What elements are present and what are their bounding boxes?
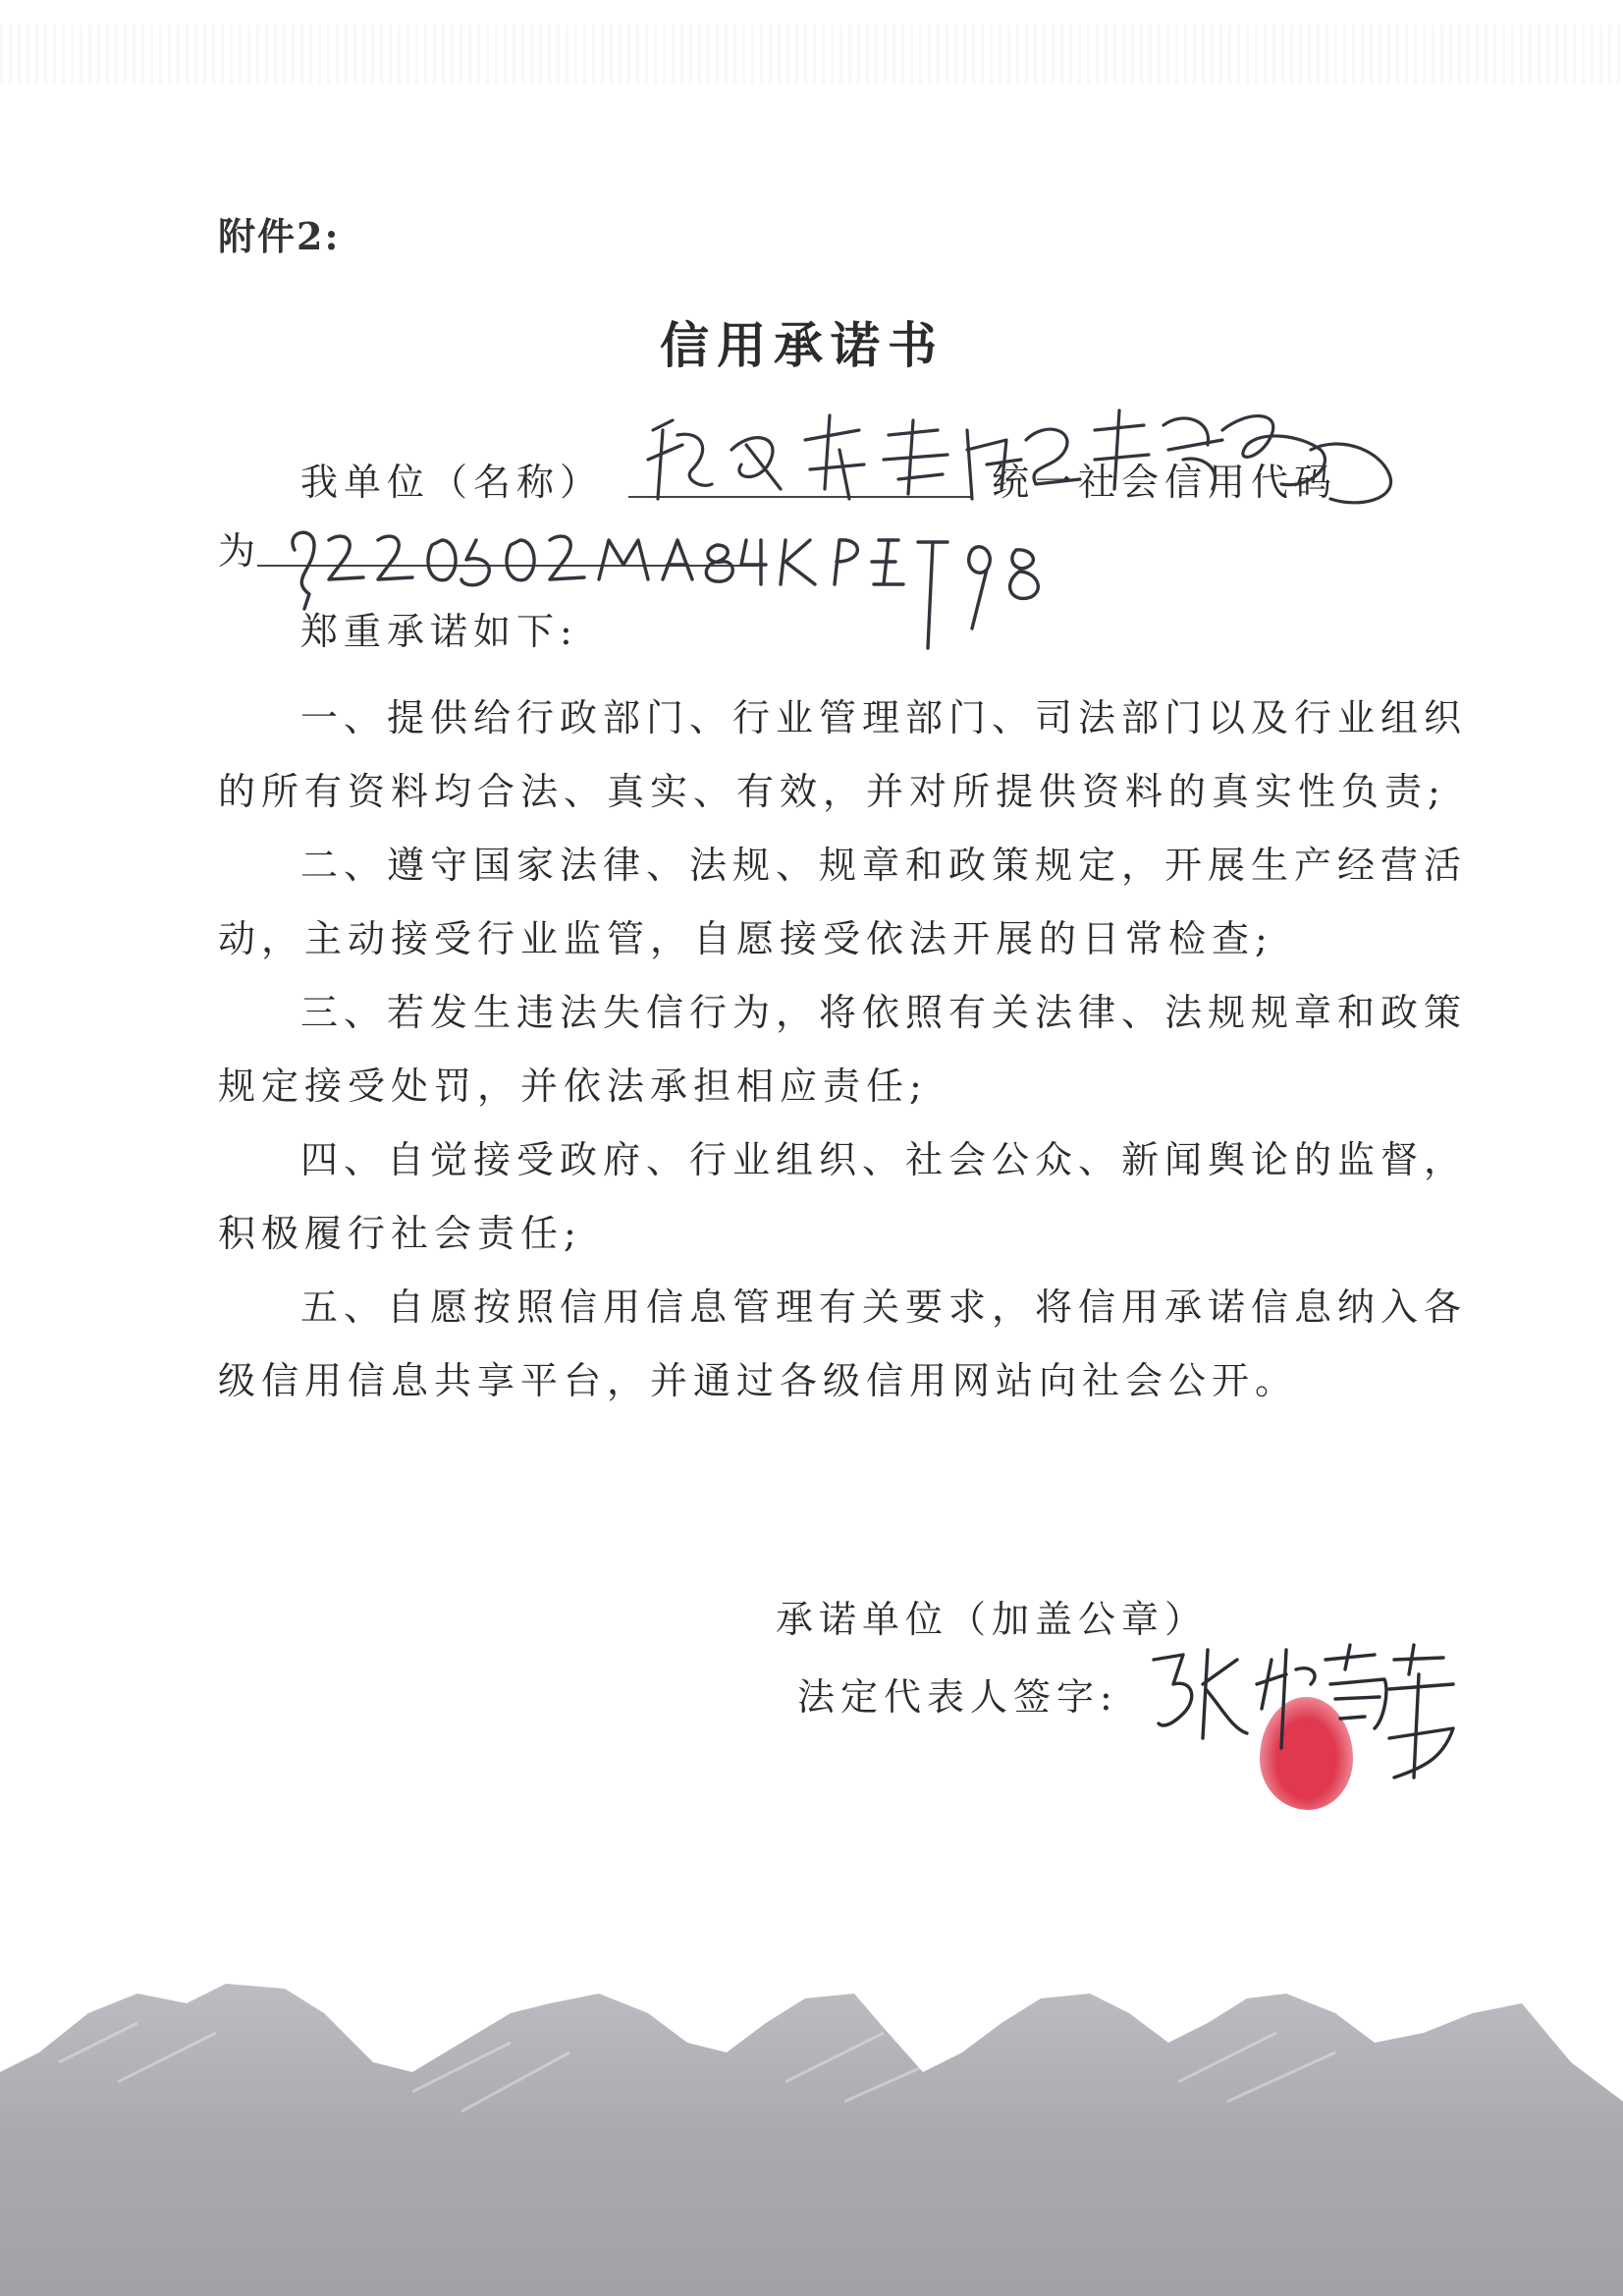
clause-4-line-2: 积极履行社会责任; (218, 1212, 582, 1255)
legal-rep-label: 法定代表人签字: (797, 1675, 1118, 1719)
clause-5-line-1: 五、自愿按照信用信息管理有关要求，将信用承诺信息纳入各 (300, 1285, 1468, 1329)
commit-unit-label: 承诺单位（加盖公章） (776, 1598, 1209, 1641)
clause-2-line-2: 动，主动接受行业监管，自愿接受依法开展的日常检查; (218, 917, 1273, 960)
clause-3-line-1: 三、若发生违法失信行为，将依照有关法律、法规规章和政策 (300, 991, 1468, 1034)
intro-prefix: 我单位（名称） (300, 461, 604, 504)
clause-3-line-2: 规定接受处罚，并依法承担相应责任; (218, 1065, 928, 1108)
clause-1-line-2: 的所有资料均合法、真实、有效，并对所提供资料的真实性负责; (218, 770, 1446, 813)
intro-suffix: 统一社会信用代码 (992, 461, 1338, 504)
clause-2-line-1: 二、遵守国家法律、法规、规章和政策规定，开展生产经营活 (300, 844, 1468, 887)
clause-5-line-2: 级信用信息共享平台，并通过各级信用网站向社会公开。 (218, 1359, 1299, 1402)
attachment-label: 附件2: (218, 214, 341, 258)
scan-streaks (0, 25, 1623, 83)
clause-1-line-1: 一、提供给行政部门、行业管理部门、司法部门以及行业组织 (300, 696, 1468, 739)
code-prefix: 为 (218, 529, 262, 573)
handwritten-signature (1139, 1630, 1473, 1807)
clause-4-line-1: 四、自觉接受政府、行业组织、社会公众、新闻舆论的监督， (300, 1138, 1468, 1181)
document-title: 信用承诺书 (660, 316, 945, 374)
decorative-band (0, 1954, 1623, 2296)
solemn-heading: 郑重承诺如下: (300, 610, 578, 653)
